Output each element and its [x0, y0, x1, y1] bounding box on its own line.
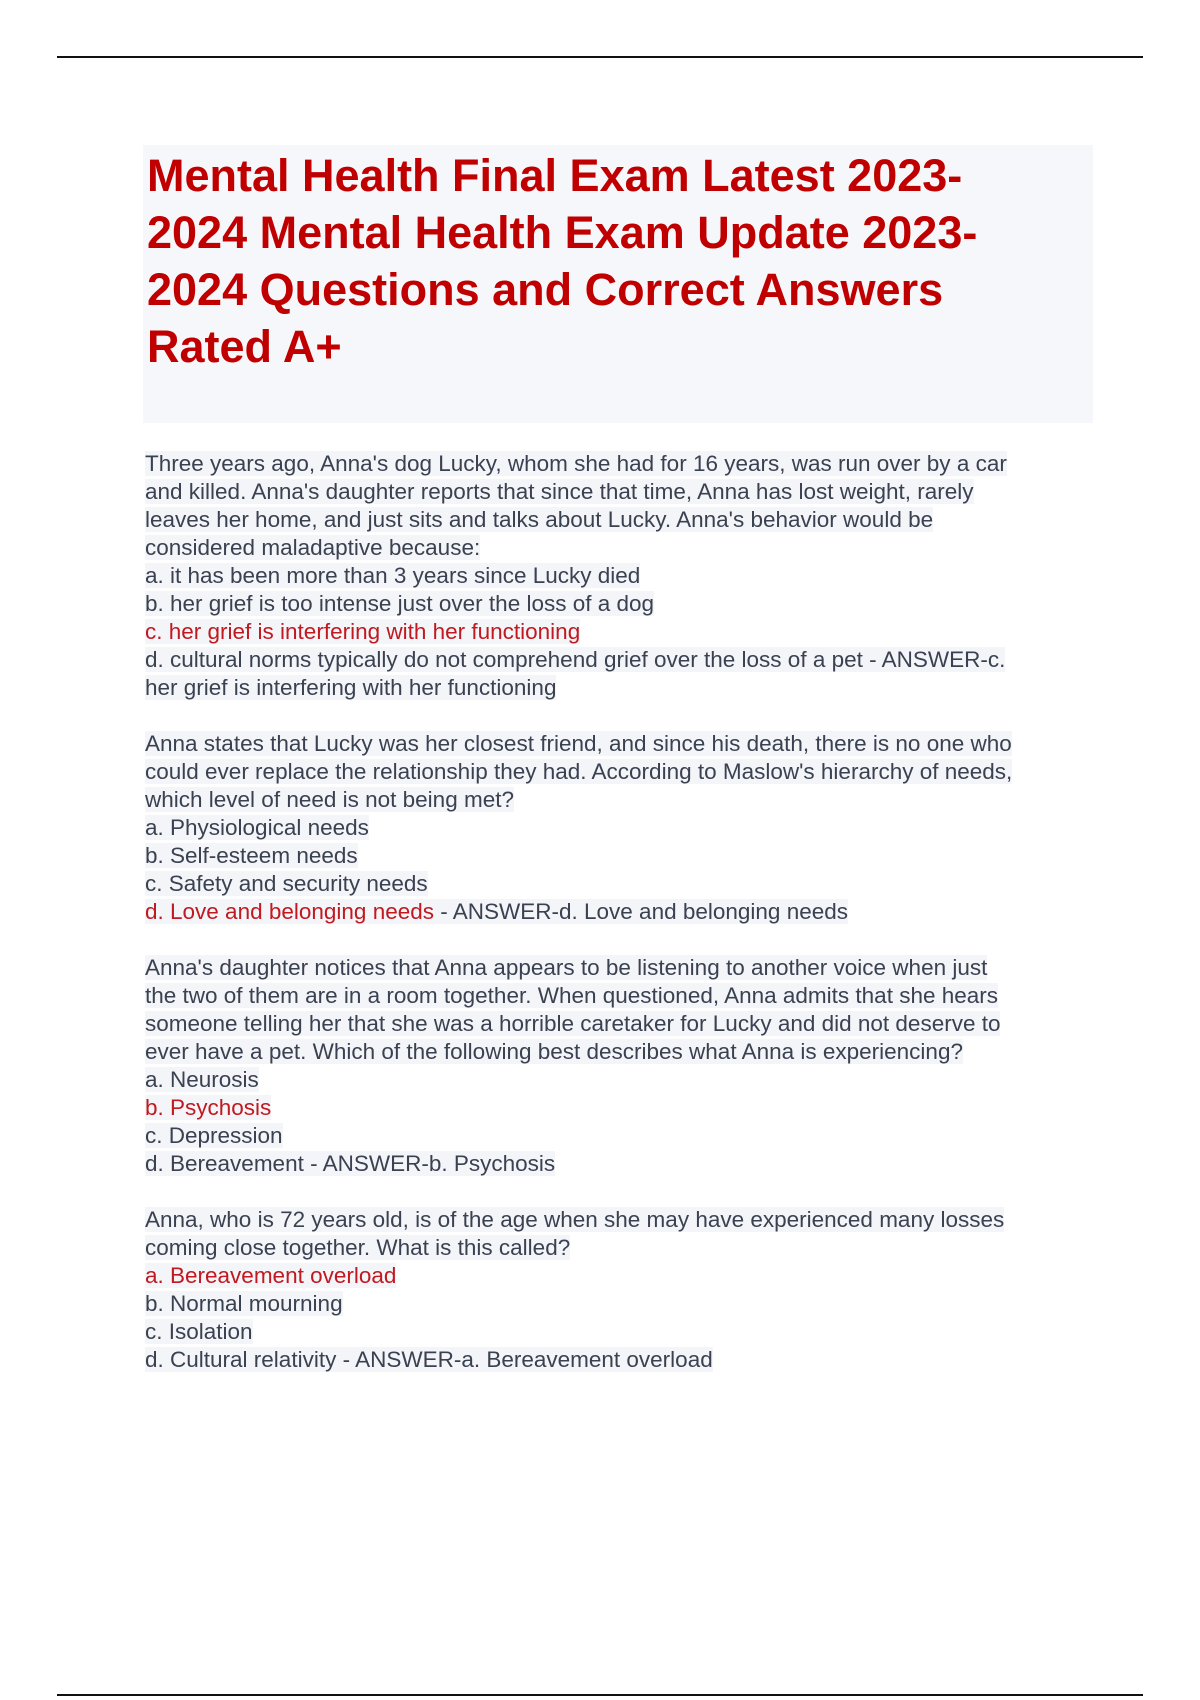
option-c: c. Isolation	[145, 1319, 253, 1344]
answer-continuation: her grief is interfering with her functioning	[145, 675, 557, 700]
question-text-line: someone telling her that she was a horrible caretaker for Lucky and did not deserve to	[145, 1011, 1001, 1036]
bottom-rule	[57, 1694, 1143, 1696]
question-block-3	[145, 954, 1085, 1178]
option-a: a. Physiological needs	[145, 815, 369, 840]
question-text-line: Anna's daughter notices that Anna appears to be listening to another voice when just	[145, 955, 988, 980]
option-d-with-answer: d. Bereavement - ANSWER-b. Psychosis	[145, 1151, 556, 1176]
question-text-line: and killed. Anna's daughter reports that since that time, Anna has lost weight, rarely	[145, 479, 974, 504]
top-rule	[57, 56, 1143, 58]
option-b: b. her grief is too intense just over the loss of a dog	[145, 591, 655, 616]
question-text-line: ever have a pet. Which of the following best describes what Anna is experiencing?	[145, 1039, 963, 1064]
title-line: 2024 Mental Health Exam Update 2023-	[147, 207, 978, 258]
question-text-line: Anna states that Lucky was her closest friend, and since his death, there is no one who	[145, 731, 1012, 756]
question-text-line: considered maladaptive because:	[145, 535, 481, 560]
option-a: a. Neurosis	[145, 1067, 259, 1092]
question-text-line: could ever replace the relationship they had. According to Maslow's hierarchy of needs,	[145, 759, 1013, 784]
question-block-1	[145, 450, 1085, 702]
option-d-correct: d. Love and belonging needs	[145, 899, 434, 924]
question-block-2	[145, 730, 1085, 926]
option-c: c. Depression	[145, 1123, 283, 1148]
option-a-correct: a. Bereavement overload	[145, 1263, 397, 1288]
question-text-line: Anna, who is 72 years old, is of the age when she may have experienced many losses	[145, 1207, 1005, 1232]
option-b: b. Normal mourning	[145, 1291, 343, 1316]
option-b-correct: b. Psychosis	[145, 1095, 272, 1120]
option-d-with-answer	[145, 898, 1085, 926]
question-block-4	[145, 1206, 1085, 1374]
option-d-with-answer: d. Cultural relativity - ANSWER-a. Bereavement overload	[145, 1347, 713, 1372]
question-text-line: Three years ago, Anna's dog Lucky, whom she had for 16 years, was run over by a car	[145, 451, 1007, 476]
question-text-line: the two of them are in a room together. When questioned, Anna admits that she hears	[145, 983, 999, 1008]
title-line: 2024 Questions and Correct Answers	[147, 264, 944, 315]
question-text-line: coming close together. What is this called?	[145, 1235, 571, 1260]
title-line: Mental Health Final Exam Latest 2023-	[147, 150, 963, 201]
question-text-line: leaves her home, and just sits and talks about Lucky. Anna's behavior would be	[145, 507, 934, 532]
document-title	[147, 147, 1089, 375]
question-list	[145, 450, 1085, 1402]
title-block	[143, 145, 1093, 423]
option-d-with-answer: d. cultural norms typically do not comprehend grief over the loss of a pet - ANSWER-c.	[145, 647, 1006, 672]
option-c: c. Safety and security needs	[145, 871, 428, 896]
option-b: b. Self-esteem needs	[145, 843, 358, 868]
title-line: Rated A+	[147, 321, 342, 372]
option-c-correct: c. her grief is interfering with her functioning	[145, 619, 581, 644]
answer-text: - ANSWER-d. Love and belonging needs	[434, 899, 848, 924]
option-a: a. it has been more than 3 years since Lucky died	[145, 563, 641, 588]
question-text-line: which level of need is not being met?	[145, 787, 514, 812]
